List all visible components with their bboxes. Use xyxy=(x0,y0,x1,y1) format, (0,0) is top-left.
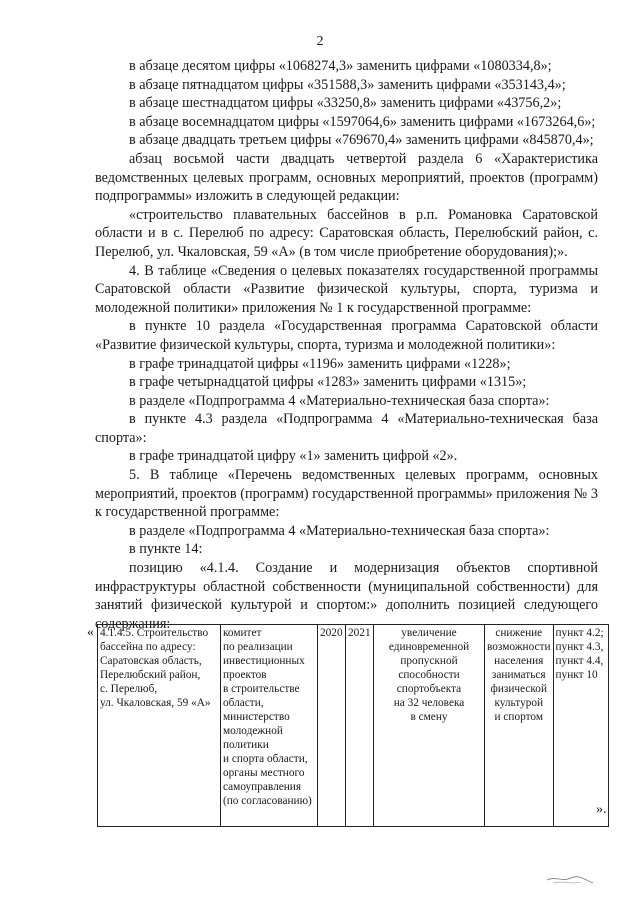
paragraph: в абзаце десятом цифры «1068274,3» заменить цифрами «1080334,8»; xyxy=(129,58,552,74)
paragraph: в графе тринадцатой цифры «1196» заменить цифрами «1228»; xyxy=(129,355,511,372)
paragraph: в пункте 14: xyxy=(129,541,203,558)
page-number: 2 xyxy=(316,34,324,49)
paragraph: в абзаце пятнадцатом цифры «351588,3» заменить цифрами «353143,4»; xyxy=(129,76,566,93)
cell-indicator-links: пункт 4.2; пункт 4.3, пункт 4.4, пункт 10 xyxy=(553,625,608,827)
cell-position-name: 4.1.4.5. Строительство бассейна по адресу: Саратовская область, Перелюбский район, с. Перелюб, ул. Чкаловская, 59 «А» xyxy=(98,625,221,827)
paragraph: в пункте 4.3 раздела «Подпрограмма 4 «Материально-техническая база спорта»: xyxy=(95,411,598,446)
paragraph: в абзаце шестнадцатом цифры «33250,8» заменить цифрами «43756,2»; xyxy=(129,95,562,112)
table-open-quote: « xyxy=(87,625,94,640)
paragraph: в разделе «Подпрограмма 4 «Материально-техническая база спорта»: xyxy=(129,522,550,539)
paragraph: в абзаце двадцать третьем цифры «769670,4» заменить цифрами «845870,4»; xyxy=(129,132,594,149)
paragraph: в графе четырнадцатой цифры «1283» заменить цифрами «1315»; xyxy=(129,374,527,391)
paragraph: позицию «4.1.4. Создание и модернизация объектов спортивной инфраструктуры областной собственности (муниципальной собственности) для занятий физической культурой и спортом:» дополнить позицией следующего содержания: xyxy=(95,560,598,632)
paragraph: 5. В таблице «Перечень ведомственных целевых программ, основных мероприятий, проектов (программ) государственной программы» приложения № 3 к государственной программе: xyxy=(95,467,598,521)
paragraph: «строительство плавательных бассейнов в р.п. Романовка Саратовской области и в с. Перелюб по адресу: Саратовская область, Перелюбский район, с. Перелюб, ул. Чкаловская, 59 «А» (в том числе приобретение оборудования);». xyxy=(95,206,598,260)
cell-consequence: снижение возможности населения заниматься физической культурой и спортом xyxy=(485,625,554,827)
paragraph: в пункте 10 раздела «Государственная программа Саратовской области «Развитие физической культуры, спорта, туризма и молодежной политики»: xyxy=(95,318,598,353)
cell-executor: комитет по реализации инвестиционных проектов в строительстве области, министерство молодежной политики и спорта области, органы местного самоуправления (по согласованию) xyxy=(221,625,318,827)
table-close-quote: ». xyxy=(596,802,607,817)
paragraph: 4. В таблице «Сведения о целевых показателях государственной программы Саратовской области «Развитие физической культуры, спорта, туризма и молодежной политики» приложения № 1 к государственной программе: xyxy=(95,262,598,316)
paragraph: в абзаце восемнадцатом цифры «1597064,6» заменить цифрами «1673264,6»; xyxy=(129,113,596,130)
handwritten-mark xyxy=(545,868,595,888)
paragraph: в графе тринадцатой цифру «1» заменить цифрой «2». xyxy=(129,448,458,465)
inserted-position-table xyxy=(97,624,609,827)
cell-expected-result: увеличение единовременной пропускной способности спортобъекта на 32 человека в смену xyxy=(374,625,485,827)
paragraph: в разделе «Подпрограмма 4 «Материально-техническая база спорта»: xyxy=(129,392,550,409)
table-row xyxy=(98,625,609,827)
cell-year-start: 2020 xyxy=(318,625,346,827)
cell-year-end: 2021 xyxy=(346,625,374,827)
paragraph: абзац восьмой части двадцать четвертой раздела 6 «Характеристика ведомственных целевых программ, основных мероприятий, проектов (программ) подпрограммы» изложить в следующей редакции: xyxy=(95,150,598,205)
document-body xyxy=(95,57,598,633)
